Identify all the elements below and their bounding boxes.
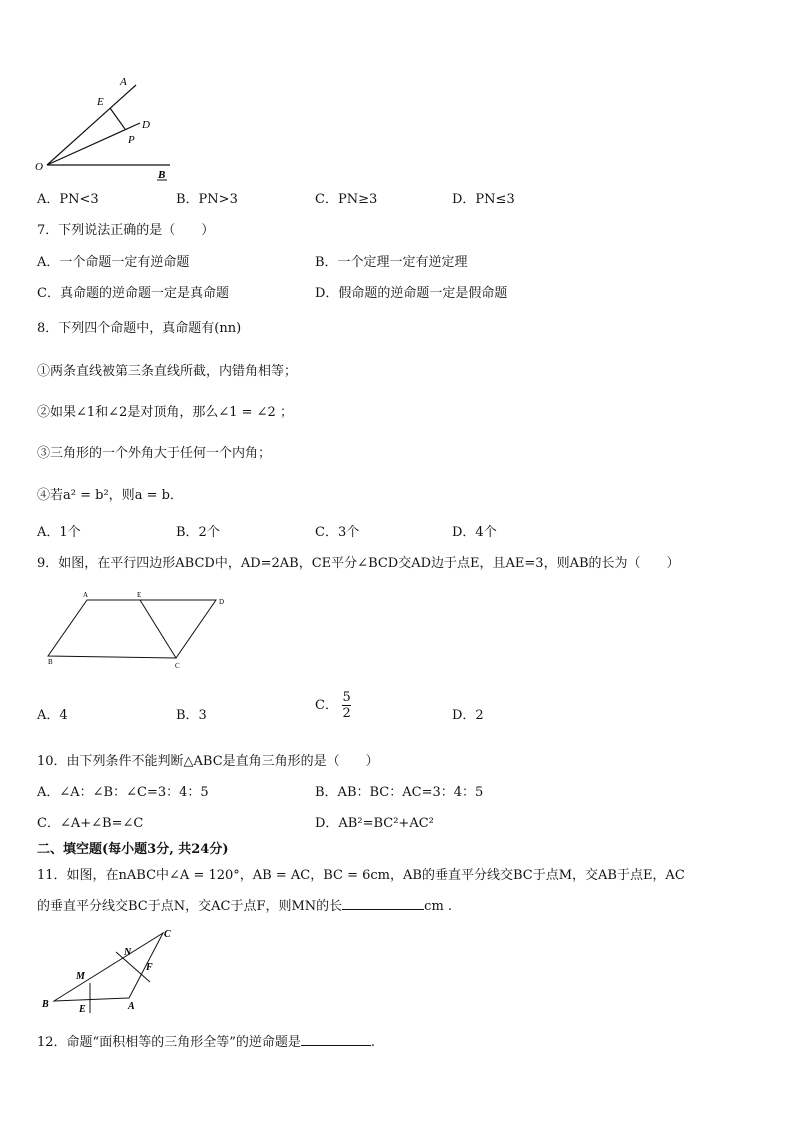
q11-line-2 <box>37 895 452 914</box>
label-e: E <box>79 1004 86 1015</box>
q9-figure <box>40 588 240 673</box>
q9-option-b: B．3 <box>176 708 207 723</box>
label-p: P <box>128 134 135 146</box>
q8-item4-eq: a² = b² <box>63 488 109 503</box>
q9-option-c <box>315 690 351 721</box>
q10-option-d: D．AB²=BC²+AC² <box>315 816 434 831</box>
label-d: D <box>142 119 150 131</box>
q6-figure <box>30 70 180 185</box>
label-e: E <box>97 96 104 108</box>
q8-item4-end: ． <box>169 488 183 503</box>
q8-item-1: ①两条直线被第三条直线所截，内错角相等； <box>37 364 298 379</box>
label-m: M <box>76 971 85 982</box>
q8-option-d: D．4个 <box>452 525 497 540</box>
label-f: F <box>146 962 153 973</box>
segment-pe <box>110 108 125 129</box>
q10-option-a: A．∠A：∠B：∠C=3：4：5 <box>37 785 209 800</box>
q7-option-c: C．真命题的逆命题一定是真命题 <box>37 286 229 301</box>
q6-option-b: B．PN>3 <box>176 192 238 207</box>
q11-line2-text: 的垂直平分线交BC于点N，交AC于点F，则MN的长 <box>37 899 343 914</box>
q10-stem: 10．由下列条件不能判断△ABC是直角三角形的是（ ） <box>37 754 379 769</box>
q9-stem: 9．如图，在平行四边形ABCD中，AD=2AB，CE平分∠BCD交AD边于点E，且AE=3，则AB的长为（ ） <box>37 556 680 571</box>
q8-item4-res: a = b <box>134 488 170 503</box>
q11-line-1: 11．如图，在nABC中∠A = 120°，AB = AC，BC = 6cm，AB的垂直平分线交BC于点M，交AB于点E，AC <box>37 868 685 883</box>
q12-text: 12．命题“面积相等的三角形全等”的逆命题是 <box>37 1035 301 1050</box>
q12-stem <box>37 1031 375 1050</box>
label-b: B <box>48 658 53 666</box>
label-d: D <box>219 598 225 606</box>
ray-od <box>47 123 140 165</box>
label-o: O <box>35 161 43 173</box>
q8-item4-prefix: ④若 <box>37 488 64 503</box>
q8-option-c: C．3个 <box>315 525 360 540</box>
label-e: E <box>137 591 142 599</box>
fraction-numerator: 5 <box>342 690 351 705</box>
q8-item-4 <box>37 484 183 503</box>
q7-stem: 7．下列说法正确的是（ ） <box>37 223 215 238</box>
answer-blank[interactable] <box>342 897 424 910</box>
q10-option-c: C．∠A+∠B=∠C <box>37 816 144 831</box>
label-c: C <box>164 929 171 940</box>
label-c: C <box>175 662 180 670</box>
q8-item4-mid: ，则 <box>108 488 135 503</box>
q8-item-2: ②如果∠1和∠2是对顶角，那么∠1 = ∠2 ； <box>37 405 293 420</box>
label-a: A <box>128 1001 135 1012</box>
q12-end: . <box>370 1035 375 1050</box>
label-b: B <box>42 999 49 1010</box>
q8-option-a: A．1个 <box>37 525 81 540</box>
fraction-five-halves <box>342 690 351 721</box>
segment-ce <box>140 600 176 658</box>
q6-option-c: C．PN≥3 <box>315 192 378 207</box>
q11-unit: cm . <box>424 899 453 914</box>
q6-option-a: A．PN<3 <box>37 192 99 207</box>
q11-figure <box>38 925 188 1015</box>
q8-option-b: B．2个 <box>176 525 220 540</box>
label-a: A <box>120 76 127 88</box>
section-title: 二、填空题(每小题3分, 共24分) <box>37 842 229 857</box>
q8-stem: 8．下列四个命题中，真命题有(nn) <box>37 321 242 336</box>
q10-option-b: B．AB：BC：AC=3：4：5 <box>315 785 484 800</box>
label-b: B <box>158 169 166 181</box>
q8-item-3: ③三角形的一个外角大于任何一个内角； <box>37 446 272 461</box>
fraction-denominator: 2 <box>342 706 351 721</box>
label-n: N <box>124 947 132 958</box>
q9-option-d: D．2 <box>452 708 484 723</box>
q6-option-d: D．PN≤3 <box>452 192 515 207</box>
q7-option-a: A．一个命题一定有逆命题 <box>37 255 190 270</box>
q9-option-c-label: C． <box>315 698 338 713</box>
label-a: A <box>83 591 89 599</box>
q7-option-d: D．假命题的逆命题一定是假命题 <box>315 286 508 301</box>
parallelogram-abcd <box>48 600 216 658</box>
answer-blank[interactable] <box>301 1033 371 1046</box>
q7-option-b: B．一个定理一定有逆定理 <box>315 255 468 270</box>
q9-option-a: A．4 <box>37 708 68 723</box>
